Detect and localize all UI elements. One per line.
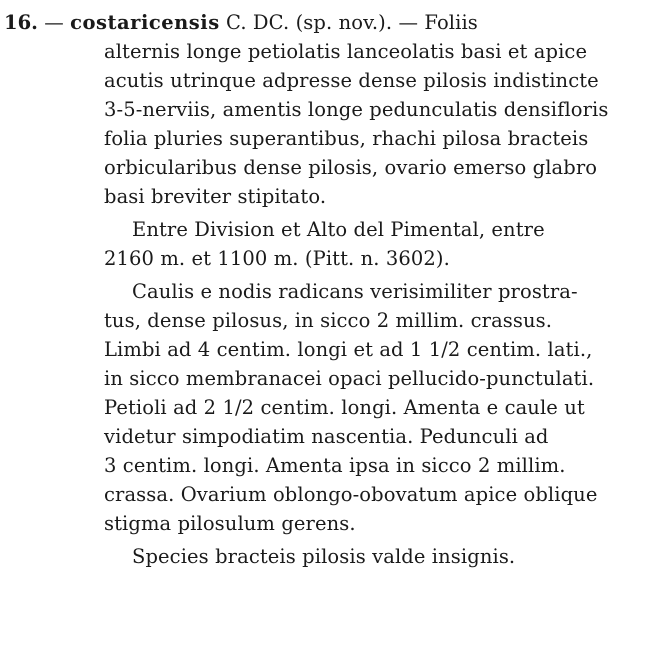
- notes-line: tus, dense pilosus, in sicco 2 millim. crassus.: [104, 309, 553, 332]
- notes-line: Caulis e nodis radicans verisimiliter prostra-: [132, 280, 578, 303]
- entry-dash: —: [44, 11, 64, 34]
- notes-line: in sicco membranacei opaci pellucido-punctulati.: [104, 367, 595, 390]
- locality-line: Entre Division et Alto del Pimental, entre: [132, 218, 545, 241]
- notes-line: Petioli ad 2 1/2 centim. longi. Amenta e caule ut: [104, 396, 585, 419]
- notes-line: crassa. Ovarium oblongo-obovatum apice oblique: [104, 483, 598, 506]
- notes-line: videtur simpodiatim nascentia. Pedunculi ad: [104, 425, 549, 448]
- notes-line: 3 centim. longi. Amenta ipsa in sicco 2 millim.: [104, 454, 566, 477]
- locality-line: 2160 m. et 1100 m. (Pitt. n. 3602).: [104, 247, 450, 270]
- entry-number: 16.: [4, 11, 38, 34]
- description-line: orbicularibus dense pilosis, ovario emerso glabro: [104, 156, 598, 179]
- notes-line: Limbi ad 4 centim. longi et ad 1 1/2 centim. lati.,: [104, 338, 593, 361]
- description-line: alternis longe petiolatis lanceolatis basi et apice: [104, 40, 588, 63]
- remark-line: Species bracteis pilosis valde insignis.: [132, 545, 516, 568]
- species-name: costaricensis: [70, 11, 220, 34]
- entry-heading: [4, 10, 478, 36]
- author-line: C. DC. (sp. nov.). — Foliis: [226, 11, 478, 34]
- description-line: acutis utrinque adpresse dense pilosis indistincte: [104, 69, 599, 92]
- description-line: basi breviter stipitato.: [104, 185, 327, 208]
- description-line: folia pluries superantibus, rhachi pilosa bracteis: [104, 127, 589, 150]
- notes-line: stigma pilosulum gerens.: [104, 512, 356, 535]
- description-line: 3-5-nerviis, amentis longe pedunculatis densifloris: [104, 98, 609, 121]
